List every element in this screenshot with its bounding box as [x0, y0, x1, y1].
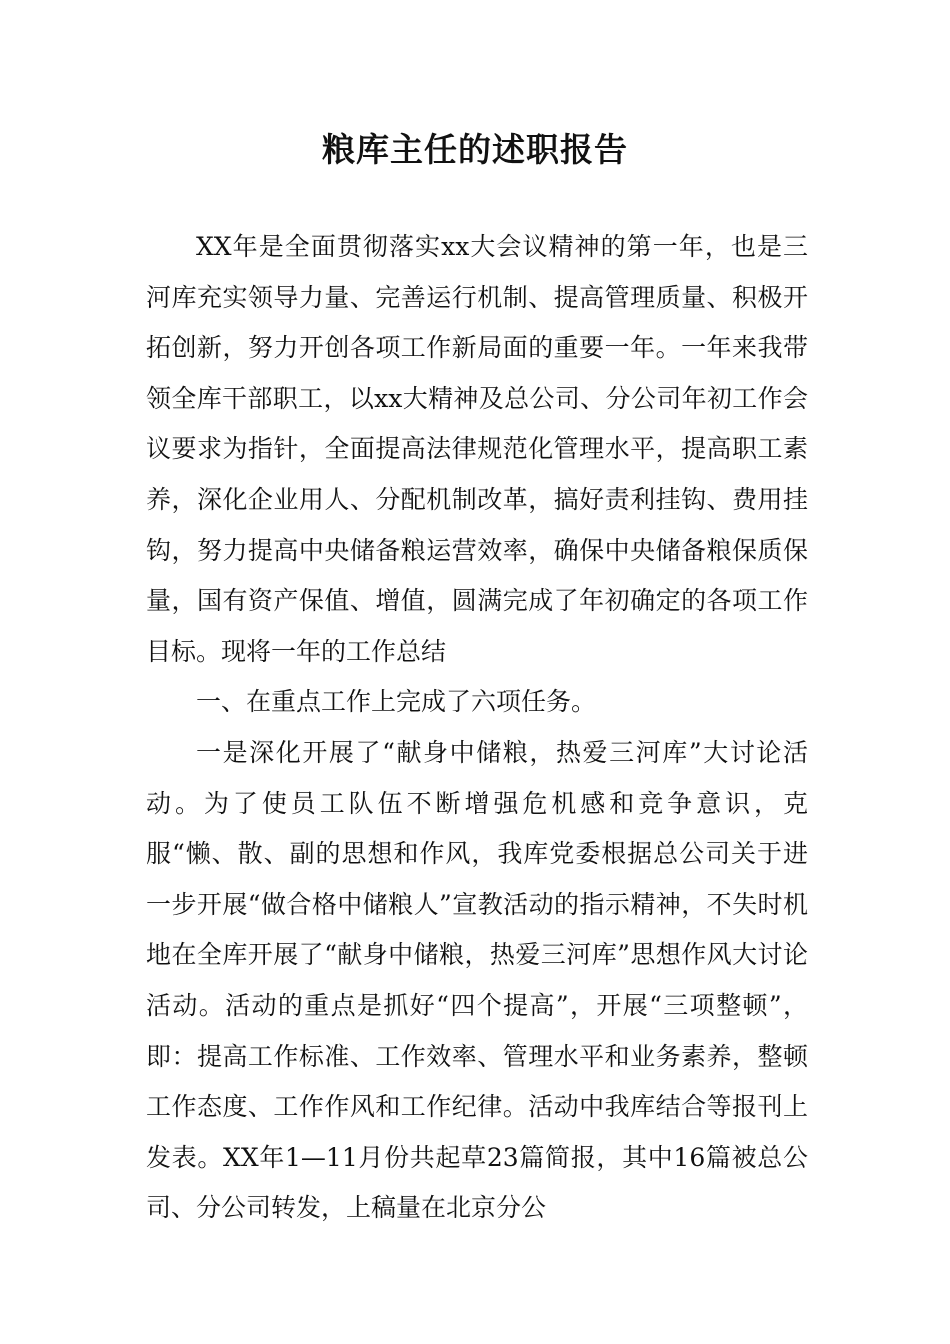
document-title: 粮库主任的述职报告 [322, 130, 628, 169]
document-body [146, 222, 808, 1234]
paragraph-intro: XX年是全面贯彻落实xx大会议精神的第一年，也是三河库充实领导力量、完善运行机制、提高管理质量、积极开拓创新，努力开创各项工作新局面的重要一年。一年来我带领全库干部职工，以xx大精神及总公司、分公司年初工作会议要求为指针，全面提高法律规范化管理水平，提高职工素养，深化企业用人、分配机制改革，搞好责利挂钩、费用挂钩，努力提高中央储备粮运营效率，确保中央储备粮保质保量，国有资产保值、增值，圆满完成了年初确定的各项工作目标。现将一年的工作总结 [146, 232, 808, 666]
paragraph-section-heading: 一、在重点工作上完成了六项任务。 [196, 687, 597, 717]
paragraph-task-one: 一是深化开展了“献身中储粮，热爱三河库”大讨论活动。为了使员工队伍不断增强危机感和竞争意识，克服“懒、散、副的思想和作风，我库党委根据总公司关于进一步开展“做合格中储粮人”宣教活动的指示精神，不失时机地在全库开展了“献身中储粮，热爱三河库”思想作风大讨论活动。活动的重点是抓好“四个提高”，开展“三项整顿”，即：提高工作标准、工作效率、管理水平和业务素养，整顿工作态度、工作作风和工作纪律。活动中我库结合等报刊上发表。XX年1—11月份共起草23篇简报，其中16篇被总公司、分公司转发，上稿量在北京分公 [146, 737, 808, 1223]
